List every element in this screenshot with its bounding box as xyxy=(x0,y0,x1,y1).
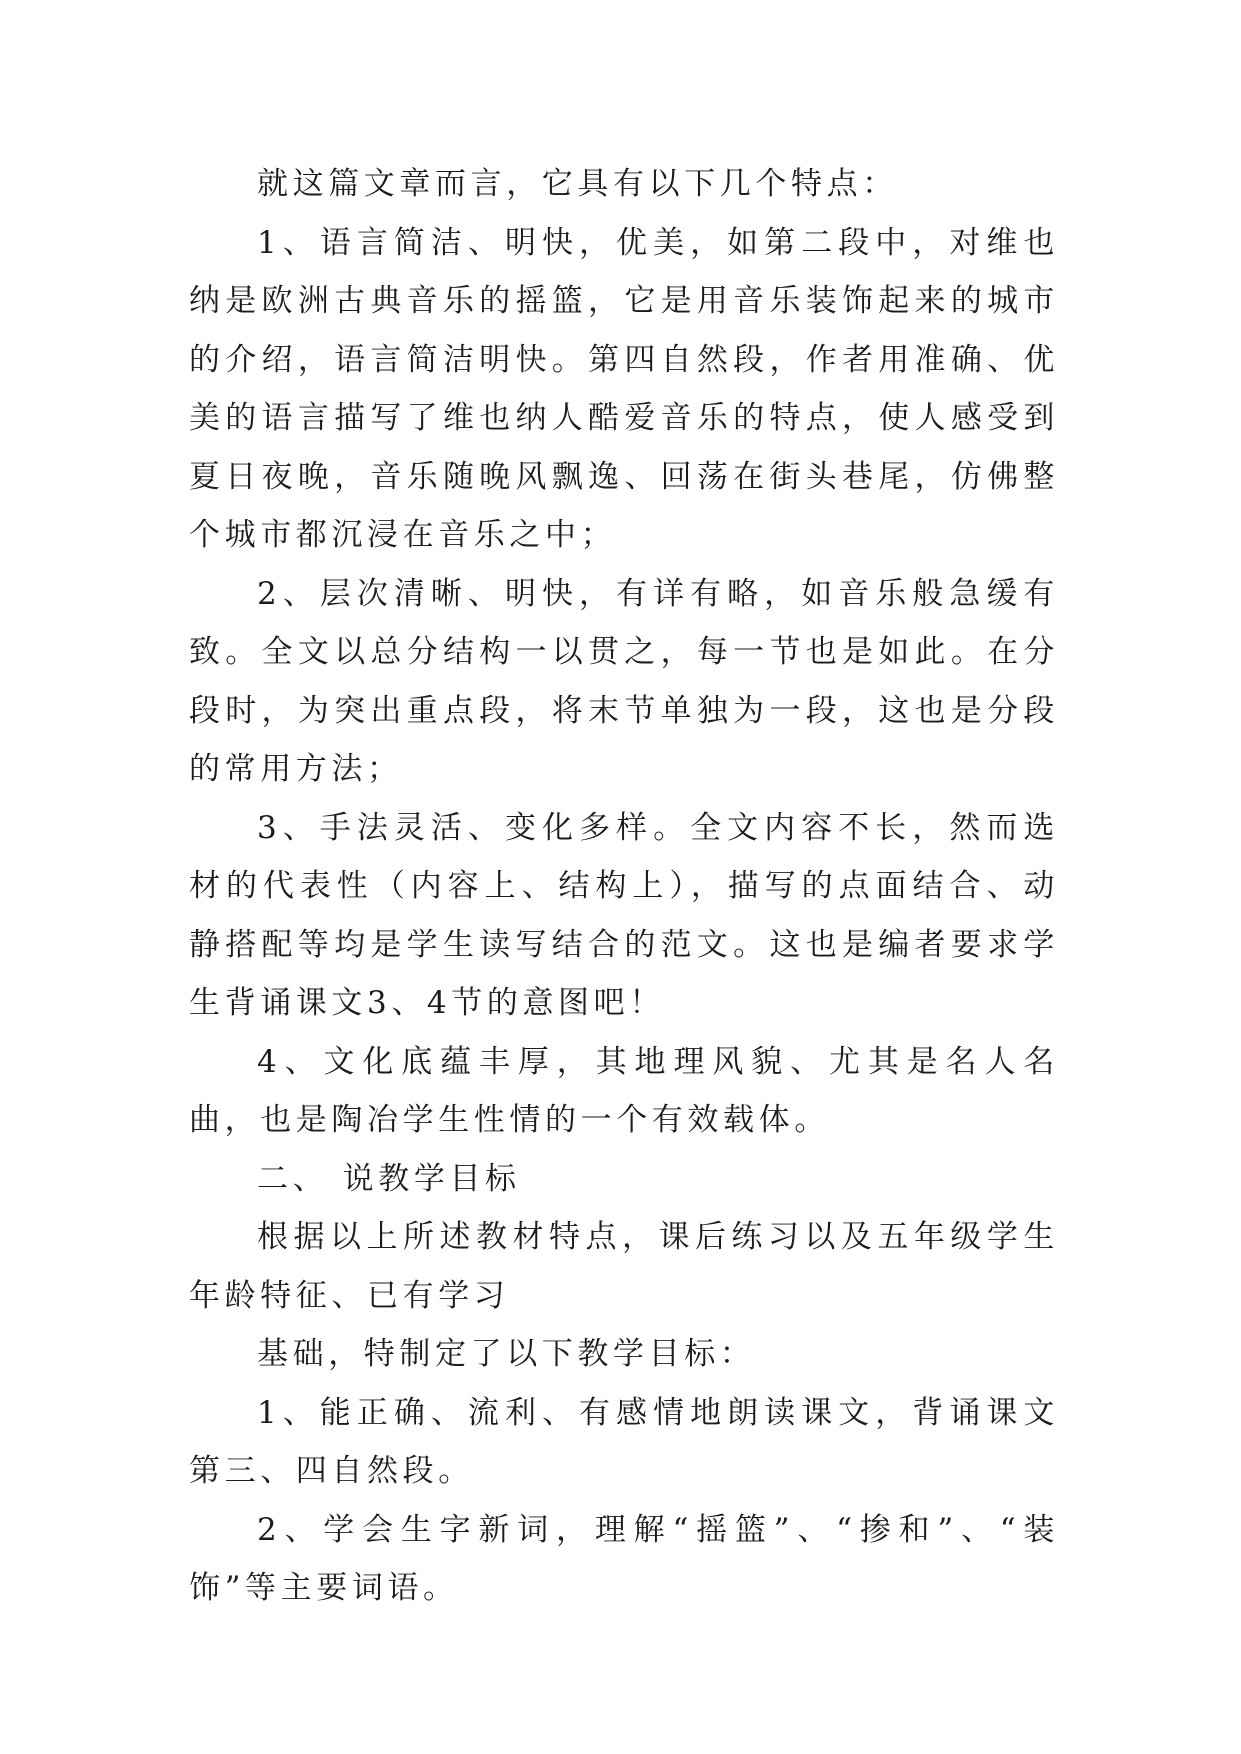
paragraph-goal-1: 1、能正确、流利、有感情地朗读课文，背诵课文第三、四自然段。 xyxy=(189,1394,1059,1489)
paragraph-goals-intro: 基础，特制定了以下教学目标： xyxy=(257,1336,756,1372)
paragraph-intro: 就这篇文章而言，它具有以下几个特点： xyxy=(257,166,898,202)
paragraph-feature-4: 4、文化底蕴丰厚，其地理风貌、尤其是名人名曲，也是陶冶学生性情的一个有效载体。 xyxy=(189,1043,1059,1138)
paragraph-goals-basis: 根据以上所述教材特点，课后练习以及五年级学生年龄特征、已有学习 xyxy=(189,1219,1059,1314)
document-body xyxy=(189,155,1059,1618)
paragraph-feature-2: 2、层次清晰、明快，有详有略，如音乐般急缓有致。全文以总分结构一以贯之，每一节也是如此。在分段时，为突出重点段，将末节单独为一段，这也是分段的常用方法； xyxy=(189,575,1059,787)
paragraph-goal-2: 2、学会生字新词，理解“摇篮”、“掺和”、“装饰”等主要词语。 xyxy=(189,1511,1059,1606)
section-heading-teaching-goals: 二、 说教学目标 xyxy=(257,1160,521,1197)
paragraph-feature-3: 3、手法灵活、变化多样。全文内容不长，然而选材的代表性（内容上、结构上），描写的点面结合、动静搭配等均是学生读写结合的范文。这也是编者要求学生背诵课文3、4节的意图吧！ xyxy=(189,809,1059,1021)
paragraph-feature-1: 1、语言简洁、明快，优美，如第二段中，对维也纳是欧洲古典音乐的摇篮，它是用音乐装饰起来的城市的介绍，语言简洁明快。第四自然段，作者用准确、优美的语言描写了维也纳人酷爱音乐的特点，使人感受到夏日夜晚，音乐随晚风飘逸、回荡在街头巷尾，仿佛整个城市都沉浸在音乐之中； xyxy=(189,224,1059,553)
